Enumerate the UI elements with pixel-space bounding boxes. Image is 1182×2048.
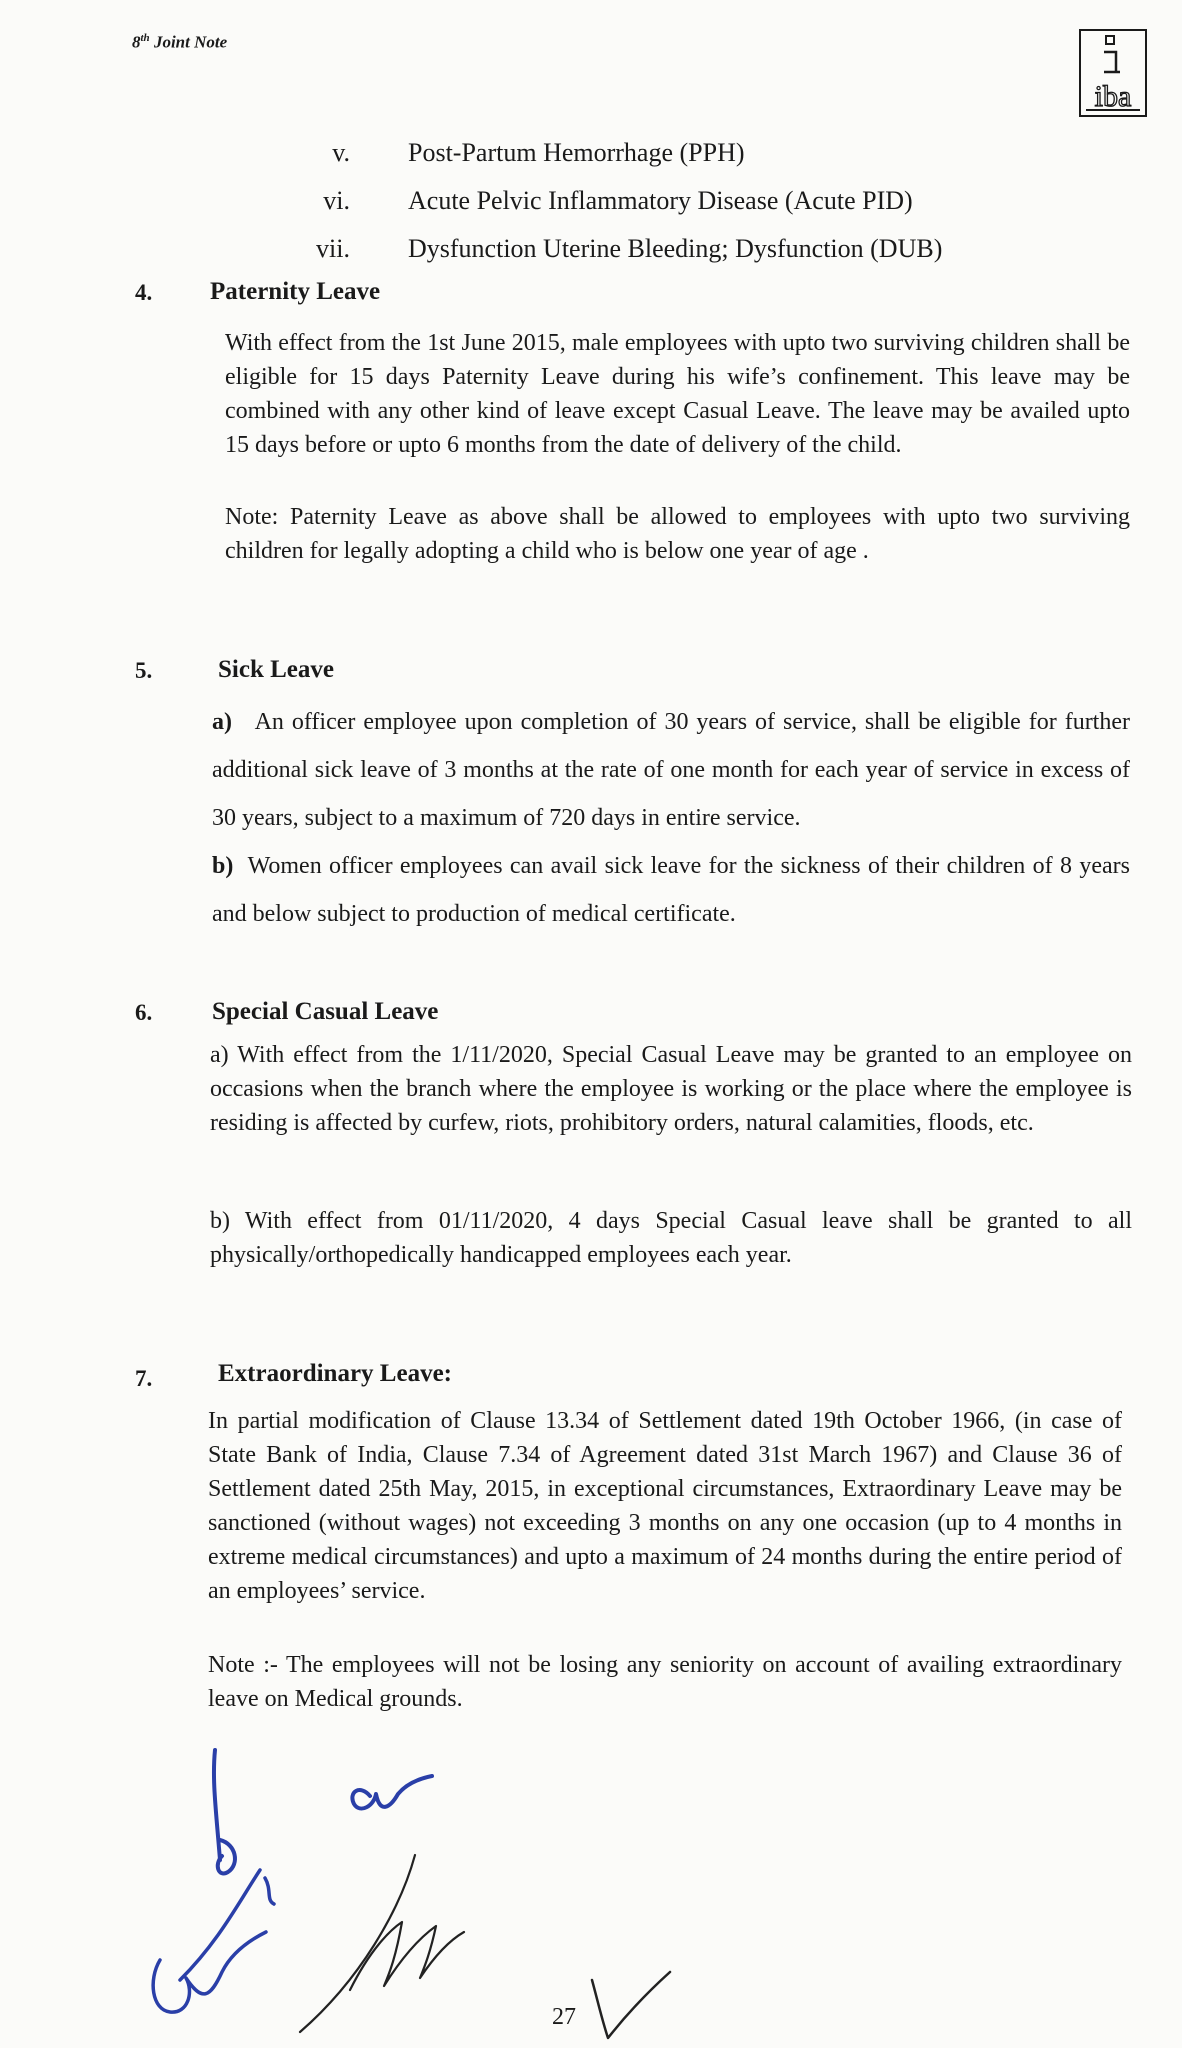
list-text: Post-Partum Hemorrhage (PPH)	[408, 138, 745, 167]
signature-5	[592, 1972, 670, 2038]
clause-text-a: An officer employee upon completion of 30 years of service, shall be eligible for further additional sick leave of 3 months at the rate of one month for each year of service in excess of 30 years, subject to a maximum of 720 days in entire service.	[212, 709, 1130, 831]
signature-2	[352, 1776, 432, 1809]
signature-1	[214, 1750, 235, 1873]
list-numeral: vii.	[316, 234, 350, 263]
list-text: Acute Pelvic Inflammatory Disease (Acute PID)	[408, 186, 913, 215]
list-numeral: vi.	[323, 186, 350, 215]
header-title: Joint Note	[153, 32, 228, 52]
iba-logo	[1078, 28, 1148, 118]
special-casual-clause-b: b) With effect from 01/11/2020, 4 days Special Casual leave shall be granted to all physically/orthopedically handicapped employees each year.	[210, 1208, 1132, 1268]
extraordinary-leave-note: Note :- The employees will not be losing any seniority on account of availing extraordinary leave on Medical grounds.	[208, 1652, 1122, 1712]
special-casual-clause-a: a) With effect from the 1/11/2020, Special Casual Leave may be granted to an employee on occasions when the branch where the employee is working or the place where the employee is residing is affected by curfew, riots, prohibitory orders, natural calamities, floods, etc.	[210, 1042, 1132, 1136]
section-title-paternity-leave: Paternity Leave	[210, 278, 381, 305]
header-note	[132, 32, 227, 53]
signature-4	[300, 1855, 464, 2032]
section-number-5: 5.	[135, 658, 153, 683]
signature-3	[153, 1870, 274, 2012]
page-number: 27	[552, 2004, 576, 2030]
paternity-leave-body: With effect from the 1st June 2015, male employees with upto two surviving children shall be eligible for 15 days Paternity Leave during his wife’s confinement. This leave may be combined with any other kind of leave except Casual Leave. The leave may be availed upto 15 days before or upto 6 months from the date of delivery of the child.	[225, 330, 1130, 458]
signatures	[140, 1740, 960, 2040]
list-text: Dysfunction Uterine Bleeding; Dysfunction (DUB)	[408, 234, 943, 263]
clause-label-b: b)	[212, 853, 234, 879]
section-title-sick-leave: Sick Leave	[218, 656, 334, 683]
section-number-6: 6.	[135, 1000, 153, 1025]
header-ordinal: 8	[132, 32, 141, 52]
paternity-leave-note: Note: Paternity Leave as above shall be allowed to employees with upto two surviving children for legally adopting a child who is below one year of age .	[225, 504, 1130, 564]
clause-label-a: a)	[212, 709, 232, 735]
section-title-special-casual-leave: Special Casual Leave	[212, 998, 439, 1025]
sick-leave-clause-b	[212, 842, 1130, 938]
section-number-4: 4.	[135, 280, 153, 305]
iba-logo-text: iba	[1094, 80, 1132, 113]
header-ordinal-suffix: th	[140, 32, 150, 44]
section-number-7: 7.	[135, 1366, 153, 1391]
extraordinary-leave-body: In partial modification of Clause 13.34 of Settlement dated 19th October 1966, (in case of State Bank of India, Clause 7.34 of Agreement dated 31st March 1967) and Clause 36 of Settlement dated 25th May, 2015, in exceptional circumstances, Extraordinary Leave may be sanctioned (without wages) not exceeding 3 months on any one occasion (up to 4 months in extreme medical circumstances) and upto a maximum of 24 months during the entire period of an employees’ service.	[208, 1408, 1122, 1604]
section-title-extraordinary-leave: Extraordinary Leave:	[218, 1360, 452, 1387]
list-numeral: v.	[332, 138, 350, 167]
clause-text-b: Women officer employees can avail sick leave for the sickness of their children of 8 years and below subject to production of medical certificate.	[212, 853, 1130, 927]
sick-leave-clause-a	[212, 698, 1130, 842]
